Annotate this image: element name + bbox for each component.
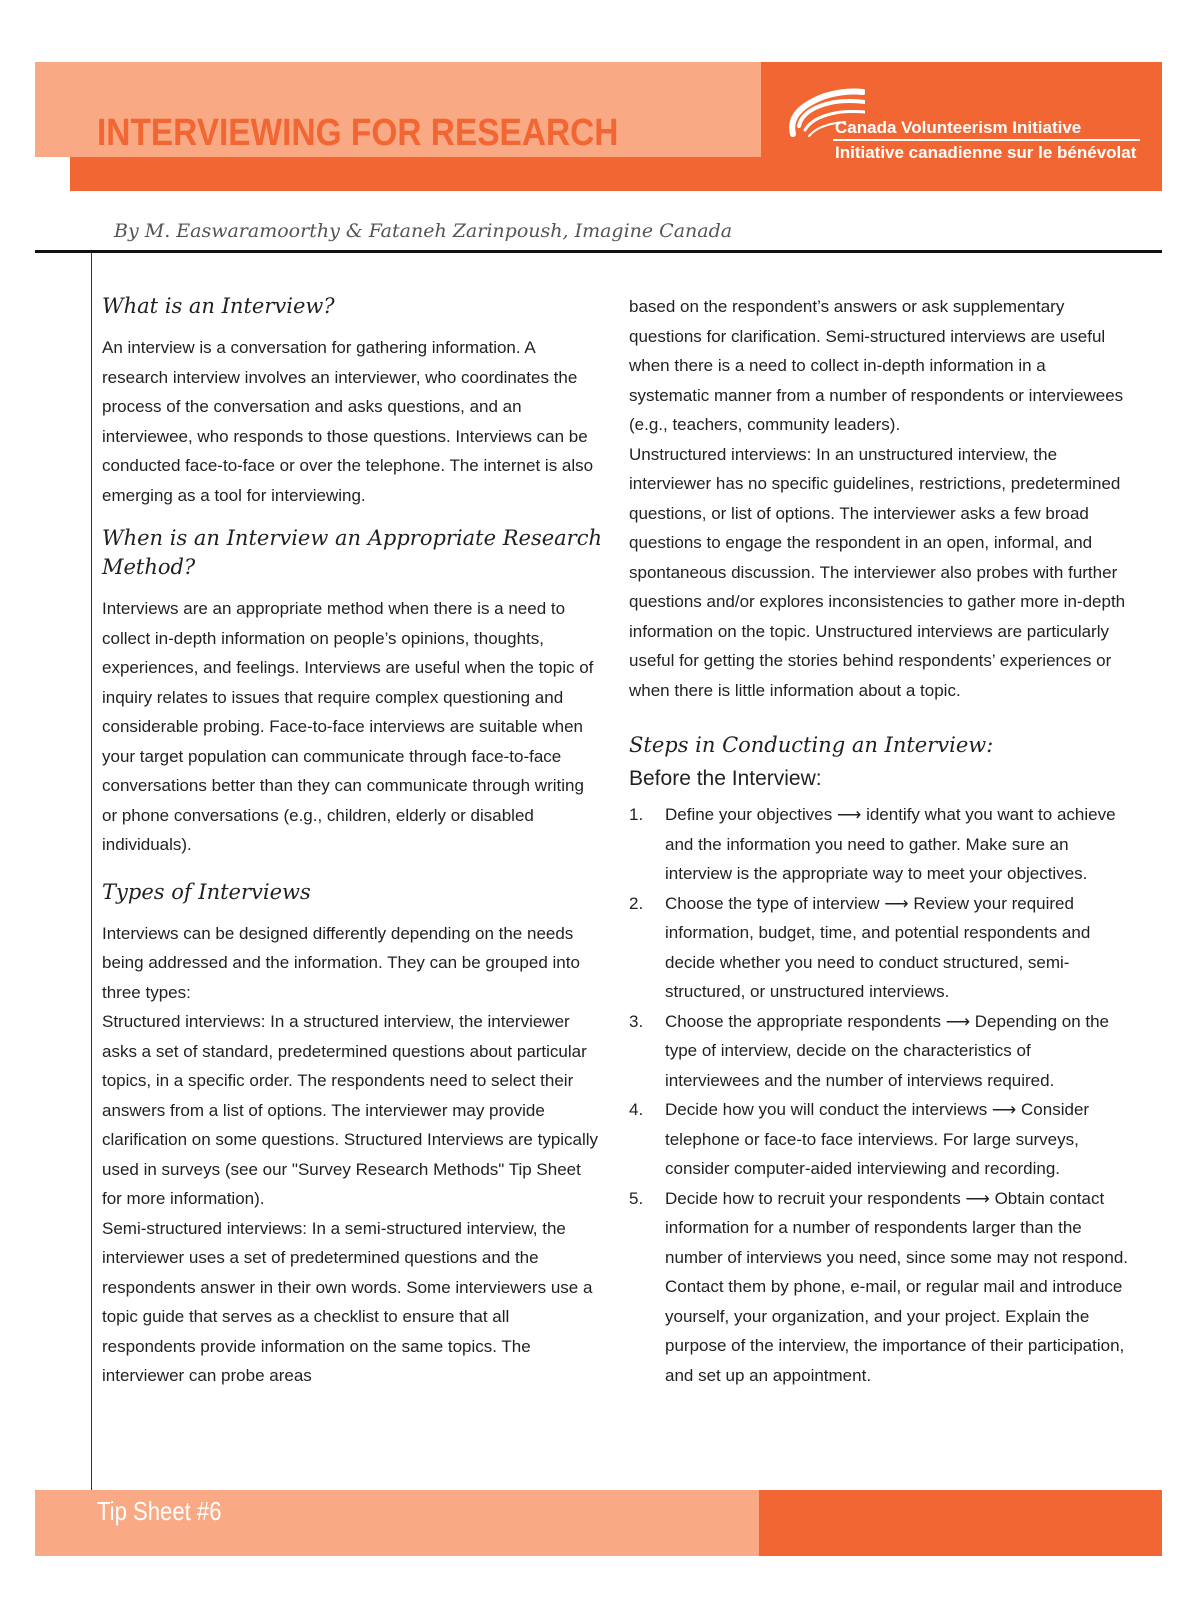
margin-line bbox=[91, 253, 92, 1490]
step-number: 4. bbox=[629, 1100, 644, 1119]
list-item bbox=[629, 889, 1129, 1007]
step-text: Choose the type of interview ⟶ Review your required information, budget, time, and potential respondents and decide whether you need to conduct structured, semi-structured, or unstructured interviews. bbox=[665, 893, 1091, 1001]
header-rule bbox=[35, 250, 1162, 253]
step-text: Define your objectives ⟶ identify what you want to achieve and the information you need to gather. Make sure an interview is the appropriate way to meet your objectives. bbox=[665, 805, 1116, 883]
paragraph: Unstructured interviews: In an unstructured interview, the interviewer has no specific guidelines, restrictions, predetermined questions, or list of options. The interviewer asks a few broad questions to engage the respondent in an open, informal, and spontaneous discussion. The interviewer also probes with further questions and/or explores inconsistencies to gather more in-depth information on the topic. Unstructured interviews are particularly useful for getting the stories behind respondents’ experiences or when there is little information about a topic. bbox=[629, 444, 1126, 700]
step-number: 5. bbox=[629, 1188, 644, 1208]
step-text: Choose the appropriate respondents ⟶ Depending on the type of interview, decide on the characteristics of interviewees and the number of interviews required. bbox=[665, 1011, 1110, 1090]
heading-what-is: What is an Interview? bbox=[102, 294, 335, 318]
list-item bbox=[629, 1007, 1129, 1096]
heading-types: Types of Interviews bbox=[102, 879, 311, 904]
paragraph: Interviews can be designed differently depending on the needs being addressed and the information. They can be grouped into three types: bbox=[102, 923, 580, 1002]
paragraph: based on the respondent’s answers or ask supplementary questions for clarification. Semi-structured interviews are useful when there is a need to collect in-depth information in a systematic manner from a number of respondents or interviewees (e.g., teachers, community leaders). bbox=[629, 297, 1124, 434]
heading-when: When is an Interview an Appropriate Research Method? bbox=[102, 526, 603, 579]
list-item bbox=[629, 1095, 1129, 1184]
step-text: Decide how you will conduct the interviews ⟶ Consider telephone or face-to face interviews. For large surveys, consider computer-aided interviewing and recording. bbox=[665, 1100, 1090, 1178]
tip-sheet-label: Tip Sheet #6 bbox=[97, 1496, 222, 1526]
list-item bbox=[629, 1184, 1129, 1391]
step-text: Decide how to recruit your respondents ⟶ Obtain contact information for a number of respondents larger than the number of interviews you need, since some may not respond. Contact them by phone, e-mail, or regular mail and introduce yourself, your organization, and your project. Explain the purpose of the interview, the importance of their participation, and set up an appointment. bbox=[665, 1188, 1129, 1385]
steps-list bbox=[629, 800, 1129, 1390]
logo-divider bbox=[833, 139, 1140, 141]
step-number: 1. bbox=[629, 805, 644, 824]
heading-steps: Steps in Conducting an Interview: bbox=[629, 733, 994, 757]
paragraph: Structured interviews: In a structured interview, the interviewer asks a set of standard, predetermined questions about particular topics, in a specific order. The respondents need to select their answers from a list of options. The interviewer may provide clarification on some questions. Structured Interviews are typically used in surveys (see our "Survey Research Methods" Tip Sheet for more information). bbox=[102, 1012, 599, 1208]
paragraph: An interview is a conversation for gathering information. A research interview involves an interviewer, who coordinates the process of the conversation and asks questions, and an interviewee, who responds to those questions. Interviews can be conducted face-to-face or over the telephone. The internet is also emerging as a tool for interviewing. bbox=[102, 338, 594, 505]
paragraph: Semi-structured interviews: In a semi-structured interview, the interviewer uses a set of predetermined questions and the respondents answer in their own words. Some interviewers use a topic guide that serves as a checklist to ensure that all respondents provide information on the same topics. The interviewer can probe areas bbox=[102, 1218, 593, 1385]
list-item bbox=[629, 800, 1129, 889]
footer-band-dark bbox=[759, 1490, 1162, 1556]
byline: By M. Easwaramoorthy & Fataneh Zarinpoush, Imagine Canada bbox=[114, 220, 733, 242]
paragraph: Interviews are an appropriate method when there is a need to collect in-depth information on people’s opinions, thoughts, experiences, and feelings. Interviews are useful when the topic of inquiry relates to issues that require complex questioning and considerable probing. Face-to-face interviews are suitable when your target population can communicate through face-to-face conversations better than they can communicate through writing or phone conversations (e.g., children, elderly or disabled individuals). bbox=[102, 599, 594, 854]
step-number: 2. bbox=[629, 893, 644, 913]
right-column bbox=[629, 292, 1129, 1390]
page-title: INTERVIEWING FOR RESEARCH bbox=[97, 112, 619, 154]
logo-text-fr: Initiative canadienne sur le bénévolat bbox=[835, 143, 1137, 162]
left-column bbox=[102, 292, 602, 1391]
logo-text-en: Canada Volunteerism Initiative bbox=[835, 118, 1082, 137]
subheading-before: Before the Interview: bbox=[629, 767, 822, 790]
step-number: 3. bbox=[629, 1011, 644, 1031]
